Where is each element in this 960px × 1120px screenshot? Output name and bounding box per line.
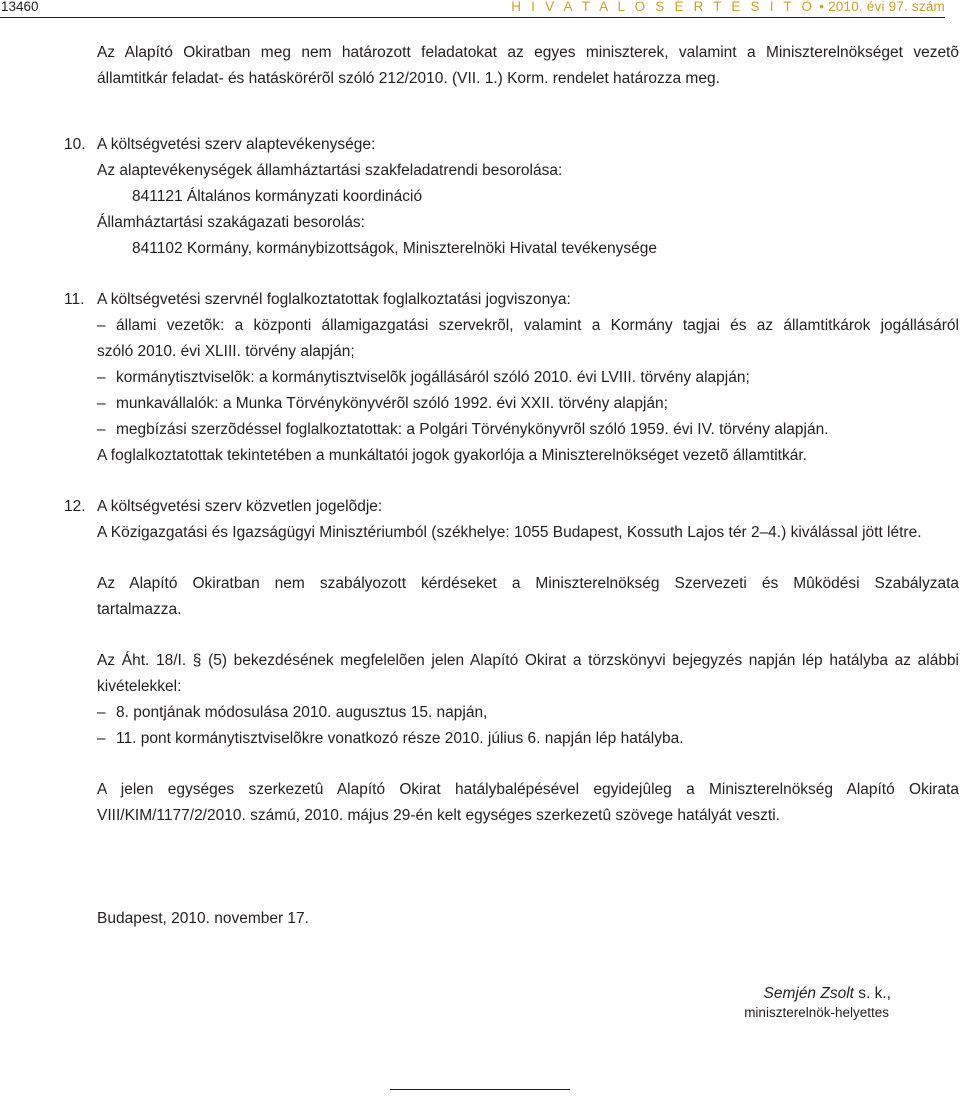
szmsz-line-2: tartalmazza. xyxy=(97,601,182,618)
page-number: 13460 xyxy=(1,0,39,14)
intro-line-1: Az Alapító Okiratban meg nem határozott feladatokat az egyes miniszterek, valamint a Miniszterelnökséget vezetõ xyxy=(97,44,959,61)
signer-name: Semjén Zsolt xyxy=(763,985,854,1002)
list-dash: – xyxy=(97,421,106,438)
aht-line-1: Az Áht. 18/I. § (5) bekezdésének megfelelõen jelen Alapító Okirat a törzskönyvi bejegyzés napján lép hatályba az alábbi xyxy=(97,652,959,669)
header-bullet: • xyxy=(819,0,825,14)
szmsz-line-1: Az Alapító Okiratban nem szabályozott kérdéseket a Miniszterelnökség Szervezeti és Mûködési Szabályzata xyxy=(97,575,959,592)
section-11-item-1-line-1: állami vezetõk: a központi államigazgatási szervekrõl, valamint a Kormány tagjai és az államtitkárok jogállásáról xyxy=(116,317,959,334)
section-10-title: A költségvetési szerv alaptevékenysége: xyxy=(97,136,376,153)
section-10-line-2: Az alaptevékenységek államháztartási szakfeladatrendi besorolása: xyxy=(97,162,563,179)
journal-header xyxy=(511,0,945,14)
section-11-item-1-line-2: szóló 2010. évi XLIII. törvény alapján; xyxy=(97,343,355,360)
aht-item-2: 11. pont kormánytisztviselõkre vonatkozó része 2010. július 6. napján lép hatályba. xyxy=(116,730,684,747)
list-dash: – xyxy=(97,704,106,721)
list-dash: – xyxy=(97,369,106,386)
section-11-item-4: megbízási szerzõdéssel foglalkoztatottak: a Polgári Törvénykönyvrõl szóló 1959. évi IV. törvény alapján. xyxy=(116,421,829,438)
final-line-2: VIII/KIM/1177/2/2010. számú, 2010. május 29-én kelt egységes szerkezetû szövege hatályát veszti. xyxy=(97,807,780,824)
section-11-number: 11. xyxy=(64,291,85,308)
section-11-item-3: munkavállalók: a Munka Törvénykönyvérõl szóló 1992. évi XXII. törvény alapján; xyxy=(116,395,668,412)
intro-line-2: államtitkár feladat- és hatáskörérõl szóló 212/2010. (VII. 1.) Korm. rendelet határozza meg. xyxy=(97,70,720,87)
section-10-line-4: Államháztartási szakágazati besorolás: xyxy=(97,214,365,231)
list-dash: – xyxy=(97,317,106,334)
section-10-line-3: 841121 Általános kormányzati koordináció xyxy=(132,188,423,205)
footer-rule xyxy=(390,1089,570,1090)
place-date: Budapest, 2010. november 17. xyxy=(97,910,309,927)
list-dash: – xyxy=(97,730,106,747)
aht-line-2: kivételekkel: xyxy=(97,678,182,695)
signer-title: miniszterelnök-helyettes xyxy=(744,1005,889,1020)
signature-name xyxy=(764,983,892,1005)
section-12-title: A költségvetési szerv közvetlen jogelõdje: xyxy=(97,498,383,515)
signature-suffix: s. k., xyxy=(853,985,891,1002)
final-line-1: A jelen egységes szerkezetû Alapító Okirat hatálybalépésével egyidejûleg a Miniszterelnökség Alapító Okirata xyxy=(97,781,959,798)
issue-number: 2010. évi 97. szám xyxy=(828,0,945,14)
header-rule xyxy=(0,17,945,18)
page-header xyxy=(0,0,945,18)
aht-item-1: 8. pontjának módosulása 2010. augusztus 15. napján, xyxy=(116,704,488,721)
section-11-title: A költségvetési szervnél foglalkoztatottak foglalkoztatási jogviszonya: xyxy=(97,291,571,308)
section-10-number: 10. xyxy=(64,136,86,153)
section-12-number: 12. xyxy=(64,498,86,515)
journal-title: H I V A T A L O S É R T E S Í T Õ xyxy=(511,0,816,14)
section-11-item-2: kormánytisztviselõk: a kormánytisztviselõk jogállásáról szóló 2010. évi LVIII. törvény alapján; xyxy=(116,369,750,386)
section-10-line-5: 841102 Kormány, kormánybizottságok, Miniszterelnöki Hivatal tevékenysége xyxy=(132,240,657,257)
section-12-line-2: A Közigazgatási és Igazságügyi Minisztériumból (székhelye: 1055 Budapest, Kossuth Lajos tér 2–4.) kiválással jött létre. xyxy=(97,524,922,541)
section-11-closing: A foglalkoztatottak tekintetében a munkáltatói jogok gyakorlója a Miniszterelnökséget vezetõ államtitkár. xyxy=(97,447,807,464)
list-dash: – xyxy=(97,395,106,412)
